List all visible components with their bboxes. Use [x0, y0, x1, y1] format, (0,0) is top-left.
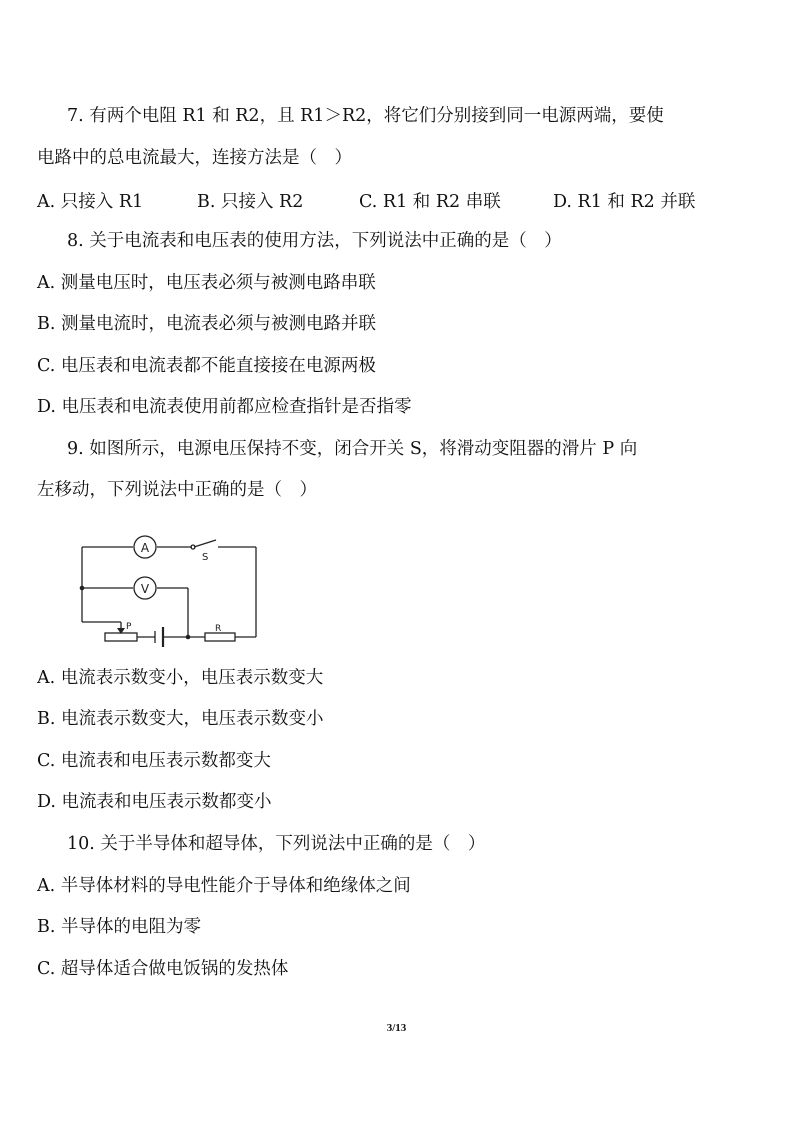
q10-option-b: B. 半导体的电阻为零 [37, 917, 201, 937]
q8-option-a: A. 测量电压时，电压表必须与被测电路串联 [37, 273, 376, 293]
switch-label: S [202, 552, 209, 563]
slider-label: P [126, 622, 132, 632]
q7-stem-line1: 7. 有两个电阻 R1 和 R2，且 R1＞R2，将它们分别接到同一电源两端，要使 [67, 106, 664, 126]
q8-stem: 8. 关于电流表和电压表的使用方法，下列说法中正确的是（ ） [67, 231, 562, 251]
q9-stem-line1: 9. 如图所示，电源电压保持不变，闭合开关 S，将滑动变阻器的滑片 P 向 [67, 439, 638, 459]
q9-option-b: B. 电流表示数变大，电压表示数变小 [37, 709, 324, 729]
q7-option-b: B. 只接入 R2 [197, 192, 304, 212]
voltmeter-label: V [140, 582, 150, 596]
ammeter-label: A [140, 541, 150, 555]
q10-option-a: A. 半导体材料的导电性能介于导体和绝缘体之间 [37, 876, 411, 896]
q8-option-b: B. 测量电流时，电流表必须与被测电路并联 [37, 314, 376, 334]
q9-stem-line2: 左移动，下列说法中正确的是（ ） [37, 480, 317, 500]
q9-option-a: A. 电流表示数变小，电压表示数变大 [37, 668, 324, 688]
q7-option-a: A. 只接入 R1 [37, 192, 144, 212]
q7-option-c: C. R1 和 R2 串联 [359, 192, 501, 212]
q10-stem: 10. 关于半导体和超导体，下列说法中正确的是（ ） [67, 834, 486, 854]
q7-option-d: D. R1 和 R2 并联 [553, 192, 696, 212]
q8-option-d: D. 电压表和电流表使用前都应检查指针是否指零 [37, 397, 412, 417]
q8-option-c: C. 电压表和电流表都不能直接接在电源两极 [37, 356, 376, 376]
resistor-label: R [215, 624, 222, 634]
q9-option-c: C. 电流表和电压表示数都变大 [37, 751, 271, 771]
q10-option-c: C. 超导体适合做电饭锅的发热体 [37, 959, 289, 979]
q7-stem-line2: 电路中的总电流最大，连接方法是（ ） [37, 148, 352, 168]
q9-option-d: D. 电流表和电压表示数都变小 [37, 792, 272, 812]
page-number: 3/13 [386, 1022, 407, 1034]
